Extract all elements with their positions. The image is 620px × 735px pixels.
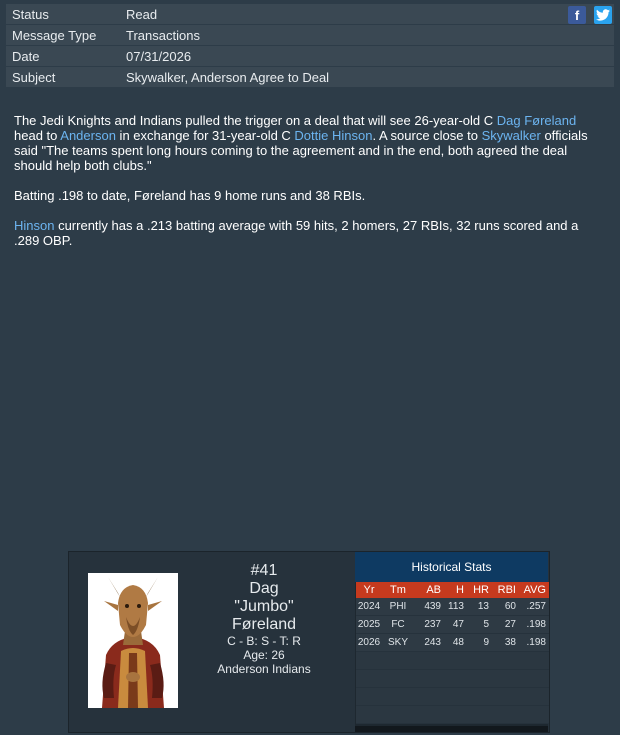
stats-cell: 113	[444, 598, 467, 616]
article-body	[14, 113, 606, 263]
meta-value: Skywalker, Anderson Agree to Deal	[126, 69, 330, 85]
stats-cell: 47	[444, 616, 467, 634]
meta-key: Subject	[12, 69, 56, 85]
article-text: . A source close to	[372, 128, 482, 143]
stats-header-rbi[interactable]: RBI	[492, 582, 519, 598]
stats-header-tm[interactable]: Tm	[385, 582, 414, 598]
article-text: officials said "The teams spent long hours coming to the agreement and in the end, both agreed the deal should help both clubs."	[14, 128, 588, 173]
meta-value: Transactions	[126, 27, 200, 43]
table-row	[356, 616, 549, 634]
stats-table	[356, 582, 549, 724]
stats-cell: 48	[444, 634, 467, 652]
table-row	[356, 634, 549, 652]
stats-cell: .198	[519, 634, 549, 652]
stats-cell: FC	[385, 616, 414, 634]
stats-cell: SKY	[385, 634, 414, 652]
team-link-skywalker[interactable]: Skywalker	[481, 128, 541, 143]
stats-cell: .257	[519, 598, 549, 616]
stats-cell: 2025	[356, 616, 385, 634]
table-row-empty	[356, 688, 549, 706]
player-first-name: Dag	[249, 580, 279, 597]
player-team[interactable]: Anderson Indians	[217, 662, 311, 676]
stats-cell: 5	[467, 616, 492, 634]
table-row-empty	[356, 706, 549, 724]
meta-row-date	[6, 46, 614, 66]
player-info	[211, 562, 317, 676]
stats-header-avg[interactable]: AVG	[519, 582, 549, 598]
meta-value: 07/31/2026	[126, 48, 192, 64]
meta-row-subject	[6, 67, 614, 87]
facebook-icon[interactable]: f	[568, 6, 586, 24]
table-row	[356, 598, 549, 616]
player-link-foreland[interactable]: Dag Føreland	[496, 113, 577, 128]
stats-cell: 439	[414, 598, 444, 616]
stats-cell: 2024	[356, 598, 385, 616]
meta-key: Status	[12, 6, 49, 22]
stats-cell: PHI	[385, 598, 414, 616]
stats-cell: 38	[492, 634, 519, 652]
player-number: #41	[250, 562, 278, 579]
team-link-anderson[interactable]: Anderson	[60, 128, 116, 143]
article-text: head to	[14, 128, 61, 143]
stats-cell: .198	[519, 616, 549, 634]
player-nickname: "Jumbo"	[234, 598, 294, 615]
message-meta	[6, 4, 614, 88]
article-paragraph-3	[14, 218, 606, 248]
stats-cell: 9	[467, 634, 492, 652]
player-positions: C - B: S - T: R	[227, 634, 301, 648]
table-row-empty	[356, 652, 549, 670]
table-row-empty	[356, 670, 549, 688]
meta-key: Date	[12, 48, 40, 64]
meta-row-status	[6, 4, 614, 24]
player-link-hinson[interactable]: Dottie Hinson	[294, 128, 373, 143]
meta-value: Read	[126, 6, 158, 22]
article-paragraph-1	[14, 113, 606, 173]
player-last-name: Føreland	[231, 616, 297, 633]
stats-cell: 2026	[356, 634, 385, 652]
article-text: currently has a .213 batting average with 59 hits, 2 homers, 27 RBIs, 32 runs scored and a .289 OBP.	[14, 218, 579, 248]
article-paragraph-2: Batting .198 to date, Føreland has 9 home runs and 38 RBIs.	[14, 188, 366, 203]
stats-cell: 13	[467, 598, 492, 616]
stats-cell: 243	[414, 634, 444, 652]
stats-cell: 60	[492, 598, 519, 616]
social-buttons	[568, 6, 612, 24]
player-card	[68, 551, 550, 733]
stats-title: Historical Stats	[355, 552, 548, 582]
meta-key: Message Type	[12, 27, 97, 43]
stats-cell: 237	[414, 616, 444, 634]
meta-row-message-type	[6, 25, 614, 45]
stats-footer-bar	[355, 726, 548, 732]
article-text: in exchange for 31-year-old C	[115, 128, 295, 143]
stats-header-row	[356, 582, 549, 598]
article-text: The Jedi Knights and Indians pulled the trigger on a deal that will see 26-year-old C	[14, 113, 497, 128]
twitter-icon[interactable]	[594, 6, 612, 24]
historical-stats-panel	[355, 552, 548, 732]
stats-header-ab[interactable]: AB	[414, 582, 444, 598]
stats-header-h[interactable]: H	[444, 582, 467, 598]
player-age: Age: 26	[243, 648, 285, 662]
stats-header-hr[interactable]: HR	[467, 582, 492, 598]
player-photo[interactable]	[88, 573, 178, 708]
stats-header-yr[interactable]: Yr	[356, 582, 385, 598]
stats-cell: 27	[492, 616, 519, 634]
player-link-hinson-2[interactable]: Hinson	[14, 218, 55, 233]
